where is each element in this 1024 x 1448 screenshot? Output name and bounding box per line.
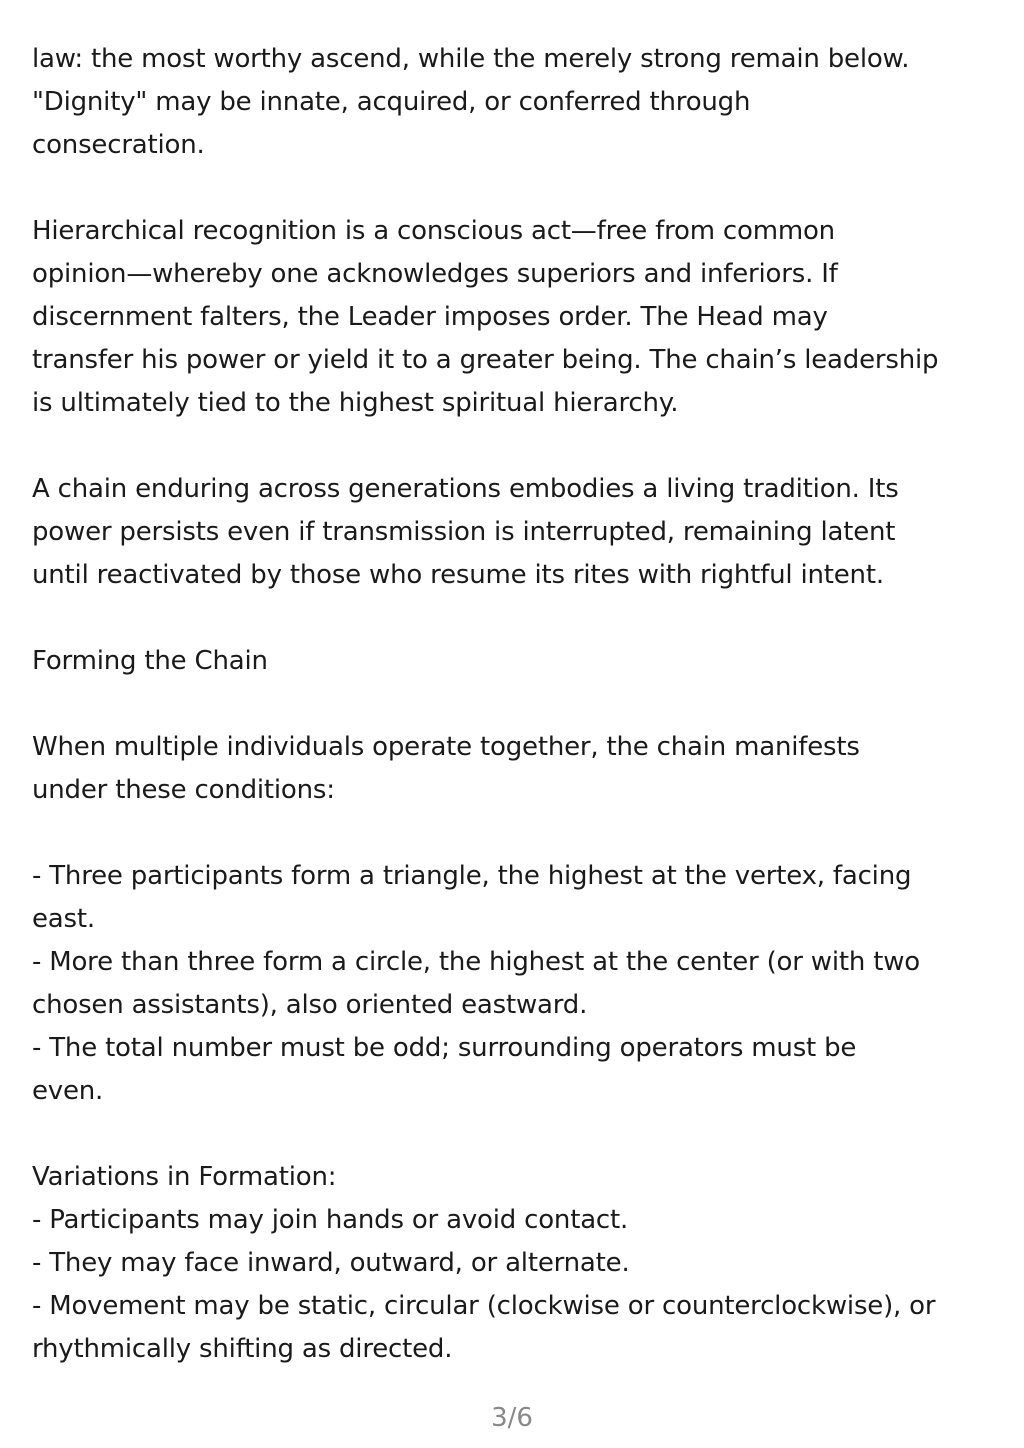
text-line: Hierarchical recognition is a conscious act—free from common	[32, 216, 835, 246]
text-line: until reactivated by those who resume its rites with rightful intent.	[32, 560, 884, 590]
text-line: law: the most worthy ascend, while the merely strong remain below.	[32, 44, 910, 74]
paragraph-gap	[32, 425, 992, 468]
list-item: - The total number must be odd; surrounding operators must be	[32, 1033, 857, 1063]
list-item: - Participants may join hands or avoid contact.	[32, 1205, 629, 1235]
section-heading: Forming the Chain	[32, 646, 268, 676]
document-page	[32, 38, 992, 1371]
paragraph	[32, 726, 992, 812]
condition-list	[32, 855, 992, 1113]
text-line: A chain enduring across generations embodies a living tradition. Its	[32, 474, 899, 504]
paragraph-gap	[32, 683, 992, 726]
list-item-continuation: east.	[32, 904, 95, 934]
variations-list	[32, 1156, 992, 1371]
list-item: - They may face inward, outward, or alternate.	[32, 1248, 630, 1278]
paragraph-gap	[32, 167, 992, 210]
text-line: power persists even if transmission is interrupted, remaining latent	[32, 517, 896, 547]
list-item: - Movement may be static, circular (clockwise or counterclockwise), or	[32, 1291, 936, 1321]
list-item: - More than three form a circle, the highest at the center (or with two	[32, 947, 920, 977]
paragraph	[32, 468, 992, 597]
paragraph	[32, 38, 992, 167]
text-line: "Dignity" may be innate, acquired, or conferred through	[32, 87, 751, 117]
page-indicator: 3/6	[491, 1403, 533, 1433]
text-line: When multiple individuals operate together, the chain manifests	[32, 732, 860, 762]
list-heading: Variations in Formation:	[32, 1162, 337, 1192]
text-line: opinion—whereby one acknowledges superiors and inferiors. If	[32, 259, 838, 289]
paragraph	[32, 210, 992, 425]
text-line: transfer his power or yield it to a greater being. The chain’s leadership	[32, 345, 939, 375]
list-item-continuation: chosen assistants), also oriented eastward.	[32, 990, 588, 1020]
text-line: under these conditions:	[32, 775, 335, 805]
list-item: - Three participants form a triangle, the highest at the vertex, facing	[32, 861, 912, 891]
list-item-continuation: even.	[32, 1076, 104, 1106]
paragraph-gap	[32, 1113, 992, 1156]
text-line: consecration.	[32, 130, 205, 160]
list-item-continuation: rhythmically shifting as directed.	[32, 1334, 453, 1364]
paragraph-gap	[32, 597, 992, 640]
text-line: discernment falters, the Leader imposes order. The Head may	[32, 302, 828, 332]
text-line: is ultimately tied to the highest spiritual hierarchy.	[32, 388, 679, 418]
paragraph-gap	[32, 812, 992, 855]
